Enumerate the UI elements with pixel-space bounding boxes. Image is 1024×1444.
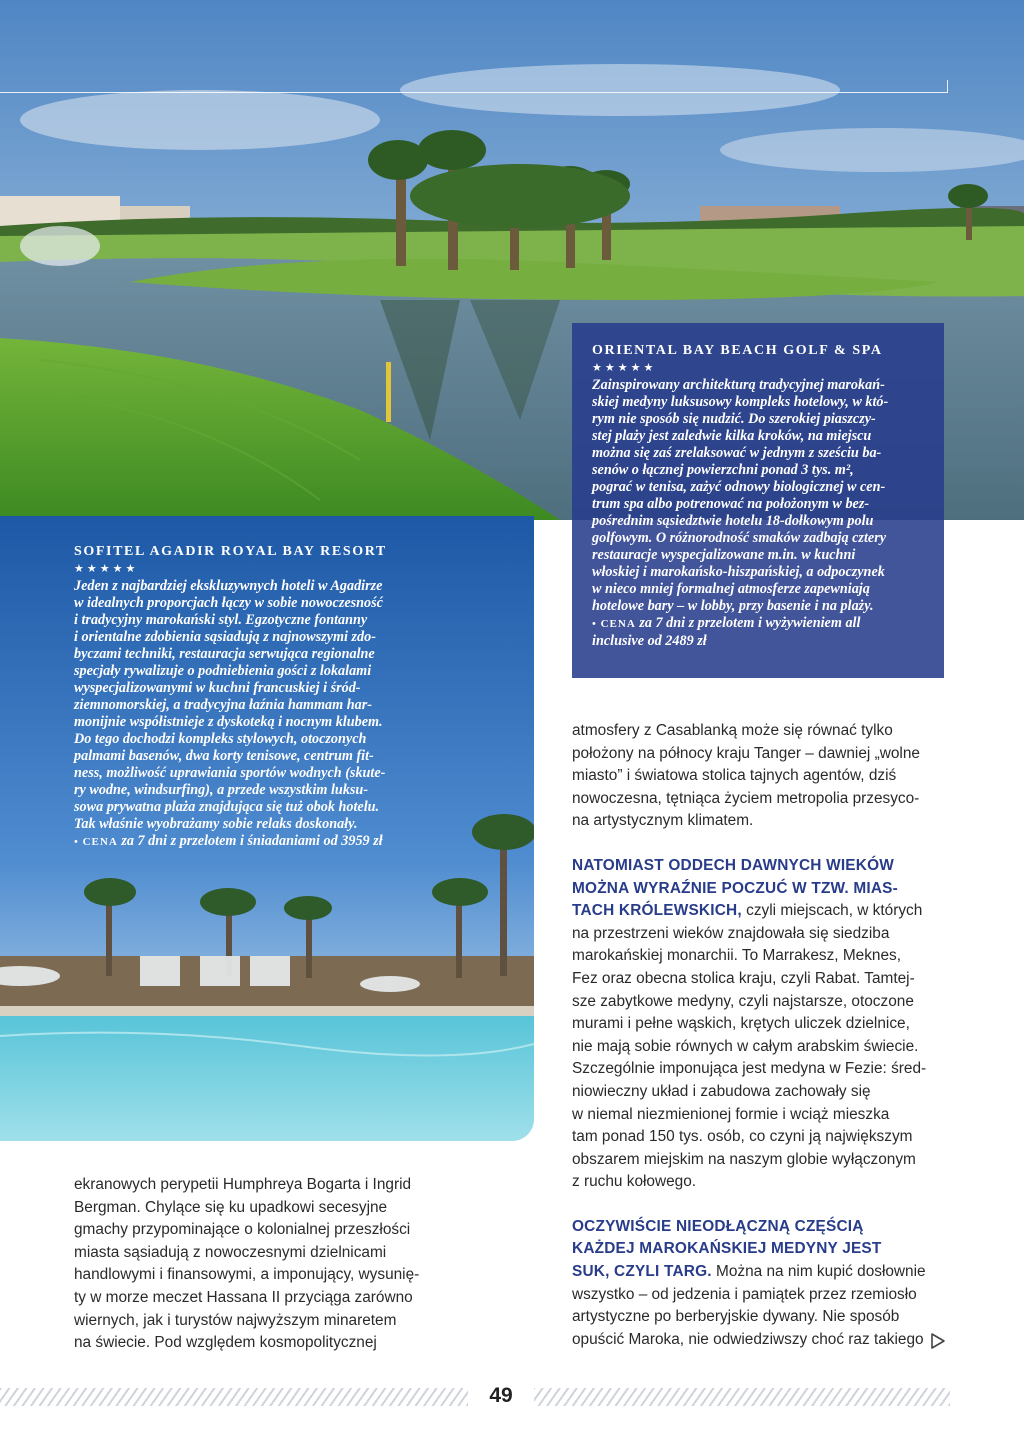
price-text: za 7 dni z przelotem i śniadaniami od 3959 zł — [117, 833, 383, 849]
hotel-description: Jeden z najbardziej ekskluzywnych hoteli w Agadirze w idealnych proporcjach łączy w sobie nowoczesność i tradycyjny marokański styl. Egzotyczne fontanny i orientalne zdobienia sąsiadują z najnowszymi zdo- byczami techniki, restauracja serwująca regionalne specjały rywalizuje o podniebienia gości z lokalami wyspecjalizowanymi w kuchni francuskiej i śród- ziemnomorskiej, a tradycyjna łaźnia hammam har- monijnie współistnieje z dyskoteką i nocnym klubem. Do tego dochodzi kompleks stylowych, otoczonych palmami basenów, dwa korty tenisowe, centrum fit- ness, możliwość uprawiania sportów wodnych (skute- ry wodne, windsurfing), a przede wszystkim luksu- sowa prywatna plaża znajdująca się tuż obok hotelu. Tak właśnie wyobrażamy sobie relaks doskonały. — [74, 578, 386, 832]
article-right-column — [572, 720, 952, 1351]
price-text: za 7 dni z przelotem i wyżywieniem all inclusive od 2489 zł — [592, 615, 861, 649]
star-rating: ★★★★★ — [74, 562, 139, 575]
hotel-price — [74, 833, 454, 851]
hotel-price — [592, 615, 926, 650]
sofitel-info-box — [74, 544, 454, 851]
star-rating: ★★★★★ — [592, 361, 657, 374]
paragraph-gap — [572, 1194, 952, 1216]
paragraph: atmosfery z Casablanką może się równać tylko położony na północy kraju Tanger – dawniej „wolne miasto” i światowa stolica tajnych agentów, dziś nowoczesna, tętniąca życiem metropolia przesyco- na artystycznym klimatem. — [572, 722, 920, 830]
hotel-description: Zainspirowany architekturą tradycyjnej marokań- skiej medyny luksusowy kompleks hotelowy, w któ- rym nie sposób się nudzić. Do szerokiej piaszczy- stej plaży jest zaledwie kilka kroków, na miejscu można się zaś zrelaksować w jednym z sześciu ba- senów o łącznej powierzchni ponad 3 tys. m², pograć w tenisa, zażyć odnowy biologicznej w cen- trum spa albo potrenować na położonym w bez- pośrednim sąsiedztwie hotelu 18-dołkowym polu golfowym. O różnorodność smaków zadbają cztery restauracje wyspecjalizowane m.in. w kuchni włoskiej i marokańsko-hiszpańskiej, a odpoczynek w nieco mniej formalnej atmosferze zapewniają hotelowe bary – w lobby, przy basenie i na plaży. — [592, 377, 889, 614]
hotel-title: ORIENTAL BAY BEACH GOLF & SPA — [592, 343, 883, 358]
footer-hatch-left — [0, 1388, 468, 1406]
paragraph — [572, 855, 952, 1194]
section-lead: NATOMIAST ODDECH DAWNYCH WIEKÓW MOŻNA WYRAŹNIE POCZUĆ W TZW. MIAS- TACH KRÓLEWSKICH, — [572, 856, 898, 920]
paragraph: ekranowych perypetii Humphreya Bogarta i Ingrid Bergman. Chylące się ku upadkowi secesyjne gmachy przypominające o kolonialnej przeszłości miasta sąsiadują z nowoczesnymi dzielnicami handlowymi i finansowymi, a imponujący, wysunię- ty w morze meczet Hassana II przyciąga zarówno wiernych, jak i turystów najwyższym minaretem na świecie. Pod względem kosmopolitycznej — [74, 1176, 420, 1352]
price-label: • CENA — [592, 618, 636, 630]
page-number: 49 — [489, 1384, 513, 1407]
paragraph-gap — [572, 833, 952, 855]
triangle-right-icon — [930, 1332, 946, 1350]
oriental-bay-info-box — [572, 323, 944, 678]
top-rule-tick — [947, 80, 948, 93]
section-text: Można na nim kupić dosłownie wszystko – od jedzenia i pamiątek przez rzemiosło artystyczne po berberyjskie dywany. Nie sposób opuścić Maroka, nie odwiedziwszy choć raz takiego — [572, 1263, 926, 1348]
paragraph — [572, 1216, 952, 1352]
section-lead: OCZYWIŚCIE NIEODŁĄCZNĄ CZĘŚCIĄ KAŻDEJ MAROKAŃSKIEJ MEDYNY JEST SUK, CZYLI TARG. — [572, 1217, 882, 1281]
top-rule-line — [0, 92, 948, 93]
hotel-title: SOFITEL AGADIR ROYAL BAY RESORT — [74, 544, 387, 559]
article-left-column — [74, 1174, 474, 1355]
price-label: • CENA — [74, 836, 118, 848]
section-text: czyli miejscach, w których na przestrzeni wieków znajdowała się siedziba marokańskiej monarchii. To Marrakesz, Meknes, Fez oraz obecna stolica kraju, czyli Rabat. Tamtej- sze zabytkowe medyny, czyli najstarsze, otoczone murami i pełne wąskich, krętych uliczek dzielnice, nie mają sobie równych w całym arabskim świecie. Szczególnie imponująca jest medyna w Fezie: śred- niowieczny układ i zabudowa zachowały się w niemal niezmienionej formie i wciąż mieszka tam ponad 150 tys. osób, co czyni ją największym obszarem miejskim na naszym globie wyłączonym z ruchu kołowego. — [572, 902, 927, 1191]
footer-hatch-right — [534, 1388, 950, 1406]
